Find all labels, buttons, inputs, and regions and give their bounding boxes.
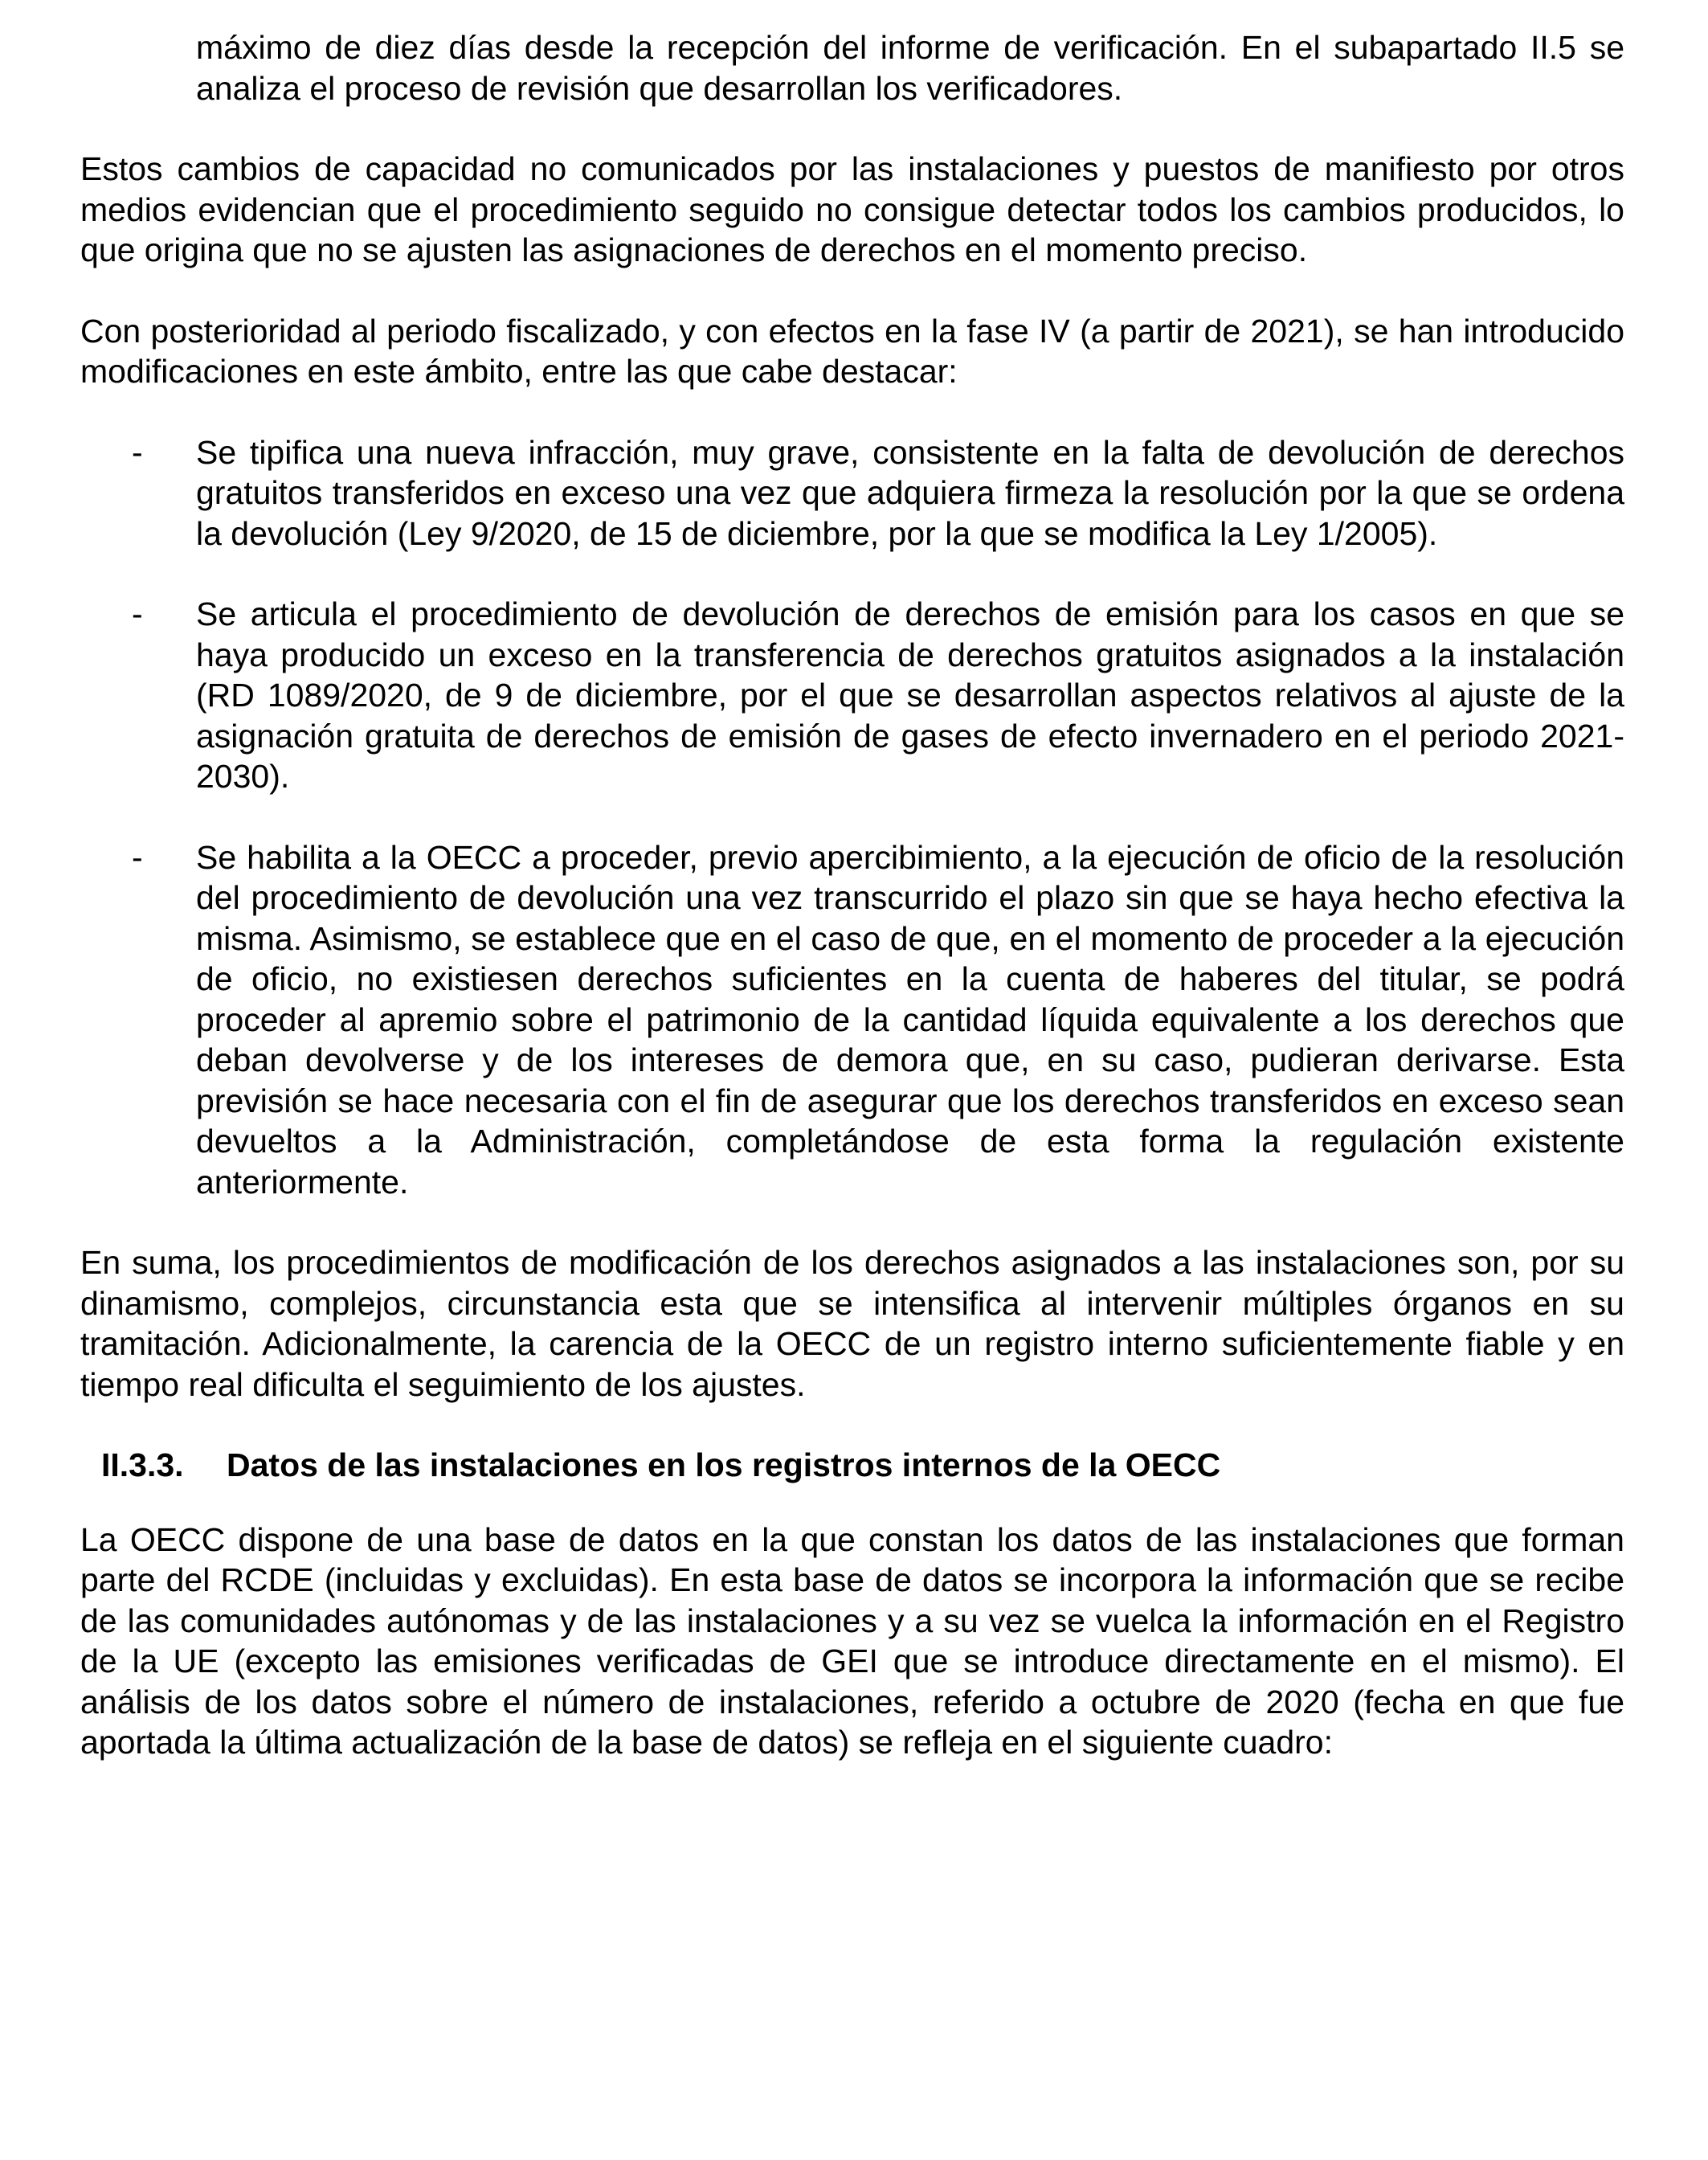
continuation-paragraph: máximo de diez días desde la recepción del informe de verificación. En el subapartado II.5 se analiza el proceso de revisión que desarrollan los verificadores. <box>196 29 1624 107</box>
list-item-text: Se tipifica una nueva infracción, muy grave, consistente en la falta de devolución de derechos gratuitos transferidos en exceso una vez que adquiera firmeza la resolución por la que se ordena la devolución (Ley 9/2020, de 15 de diciembre, por la que se modifica la Ley 1/2005). <box>196 433 1624 552</box>
list-item-text: Se habilita a la OECC a proceder, previo apercibimiento, a la ejecución de oficio de la resolución del procedimiento de devolución una vez transcurrido el plazo sin que se haya hecho efectiva la misma. Asimismo, se establece que en el caso de que, en el momento de proceder a la ejecución de oficio, no existiesen derechos suficientes en la cuenta de haberes del titular, se podrá proceder al apremio sobre el patrimonio de la cantidad líquida equivalente a los derechos que deban devolverse y de los intereses de demora que, en su caso, pudieran derivarse. Esta previsión se hace necesaria con el fin de asegurar que los derechos transferidos en exceso sean devueltos a la Administración, completándose de esta forma la regulación existente anteriormente. <box>196 838 1624 1201</box>
section-number: II.3.3. <box>101 1446 184 1483</box>
summary-paragraph: En suma, los procedimientos de modificación de los derechos asignados a las instalaciones son, por su dinamismo, complejos, circunstancia esta que se intensifica al intervenir múltiples órganos en su tramitación. Adicionalmente, la carencia de la OECC de un registro interno suficientemente fiable y en tiempo real dificulta el seguimiento de los ajustes. <box>80 1244 1624 1403</box>
list-item <box>80 594 1624 797</box>
list-item <box>80 837 1624 1203</box>
database-paragraph: La OECC dispone de una base de datos en la que constan los datos de las instalaciones que forman parte del RCDE (incluidas y excluidas). En esta base de datos se incorpora la información que se recibe de las comunidades autónomas y de las instalaciones y a su vez se vuelca la información en el Registro de la UE (excepto las emisiones verificadas de GEI que se introduce directamente en el mismo). El análisis de los datos sobre el número de instalaciones, referido a octubre de 2020 (fecha en que fue aportada la última actualización de la base de datos) se refleja en el siguiente cuadro: <box>80 1520 1624 1761</box>
paragraph-capacity-changes: Estos cambios de capacidad no comunicados por las instalaciones y puestos de manifiesto por otros medios evidencian que el procedimiento seguido no consigue detectar todos los cambios producidos, lo que origina que no se ajusten las asignaciones de derechos en el momento preciso. <box>80 150 1624 268</box>
section-heading <box>80 1445 1624 1486</box>
document-page <box>80 27 1624 1803</box>
list-item <box>80 432 1624 554</box>
bullet-dash: - <box>132 595 143 632</box>
section-title: Datos de las instalaciones en los registros internos de la OECC <box>227 1446 1221 1483</box>
bullet-dash: - <box>132 433 143 471</box>
modifications-list <box>80 432 1624 1203</box>
list-item-text: Se articula el procedimiento de devolución de derechos de emisión para los casos en que se haya producido un exceso en la transferencia de derechos gratuitos asignados a la instalación (RD 1089/2020, de 9 de diciembre, por el que se desarrollan aspectos relativos al ajuste de la asignación gratuita de derechos de emisión de gases de efecto invernadero en el periodo 2021-2030). <box>196 595 1624 795</box>
bullet-dash: - <box>132 838 143 876</box>
paragraph-later-modifications: Con posterioridad al periodo fiscalizado, y con efectos en la fase IV (a partir de 2021), se han introducido modificaciones en este ámbito, entre las que cabe destacar: <box>80 312 1624 390</box>
